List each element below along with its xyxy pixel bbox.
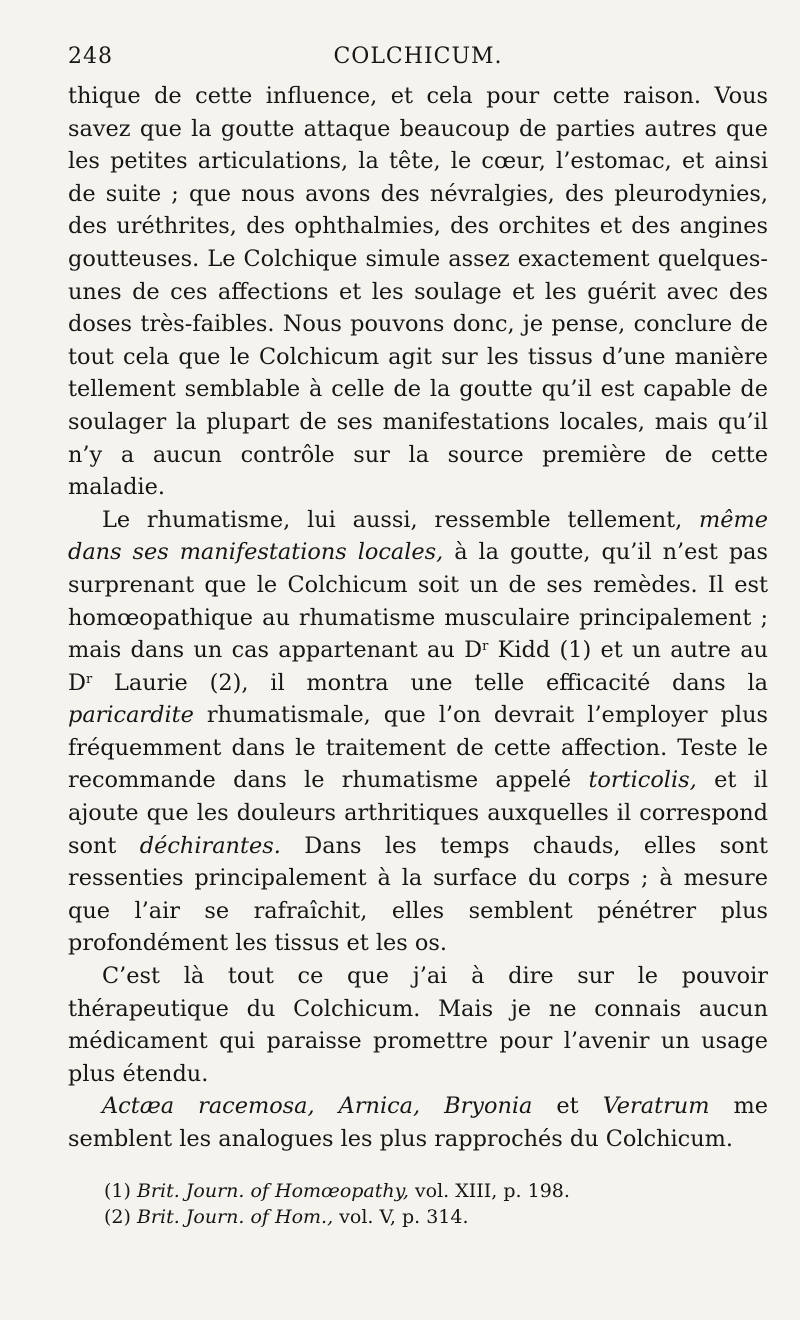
text-run: et il ajoute que les douleurs arthritiques auxquelles il correspond sont	[68, 767, 768, 859]
footnote-marker: (1)	[104, 1179, 131, 1202]
superscript: r	[85, 671, 93, 687]
text-run: Dans les temps chauds, elles sont ressenties principalement à la surface du corps ; à mesure que l’air se rafraîchit, elles semblent pénétrer plus profondément les tissus et les os.	[68, 832, 769, 957]
paragraph-4	[68, 1090, 768, 1155]
page-number: 248	[68, 44, 113, 69]
footnote-reference: vol. XIII, p. 198.	[414, 1179, 570, 1202]
italic-run: torticolis,	[588, 767, 697, 794]
text-run: et	[556, 1093, 579, 1120]
footnote-source: Brit. Journ. of Homœopathy,	[136, 1179, 409, 1202]
footnote-source: Brit. Journ. of Hom.,	[136, 1205, 334, 1228]
body-text	[68, 80, 768, 1156]
running-header	[68, 40, 768, 80]
text-run: rhumatismale, que l’on devrait l’employer plus fréquemment dans le traitement de cette affection. Teste le recommande dans le rhumatisme appelé	[68, 702, 769, 794]
text-run: Kidd (1) et un autre au D	[68, 637, 768, 696]
text-run: à la goutte, qu’il n’est pas surprenant que le Colchicum soit un de ses remèdes. Il est homœopathique au rhumatisme musculaire principalement ; mais dans un cas appartenant au D	[68, 539, 768, 664]
footnote-marker: (2)	[104, 1205, 131, 1228]
text-run: me semblent les analogues les plus rapprochés du Colchicum.	[68, 1093, 768, 1152]
paragraph-1: thique de cette influence, et cela pour cette raison. Vous savez que la goutte attaque beaucoup de parties autres que les petites articulations, la tête, le cœur, l’estomac, et ainsi de suite ; que nous avons des névralgies, des pleurodynies, des uréthrites, des ophthalmies, des orchites et des angines goutteuses. Le Colchique simule assez exactement quelques-unes de ces affections et les soulage et les guérit avec des doses très-faibles. Nous pouvons donc, je pense, conclure de tout cela que le Colchicum agit sur les tissus d’une manière tellement semblable à celle de la goutte qu’il est capable de soulager la plupart de ses manifestations locales, mais qu’il n’y a aucun contrôle sur la source première de cette maladie.	[68, 83, 768, 501]
italic-run: déchirantes.	[139, 832, 281, 859]
footnotes	[68, 1178, 768, 1230]
text-run: Le rhumatisme, lui aussi, ressemble tellement,	[102, 506, 683, 533]
italic-run: Actæa racemosa, Arnica, Bryonia	[102, 1093, 533, 1120]
italic-run: Veratrum	[602, 1093, 710, 1120]
text-run: Laurie (2), il montra une telle efficacité dans la	[114, 669, 768, 696]
footnote-reference: vol. V, p. 314.	[339, 1205, 469, 1228]
footnote	[104, 1178, 768, 1204]
italic-run: paricardite	[68, 702, 194, 729]
paragraph-2	[68, 504, 768, 960]
paragraph-3: C’est là tout ce que j’ai à dire sur le pouvoir thérapeutique du Colchicum. Mais je ne connais aucun médicament qui paraisse promettre pour l’avenir un usage plus étendu.	[68, 963, 768, 1087]
running-title: COLCHICUM.	[333, 44, 503, 69]
footnote	[104, 1204, 768, 1230]
superscript: r	[482, 638, 489, 654]
italic-run: même dans ses manifestations locales,	[68, 506, 768, 566]
